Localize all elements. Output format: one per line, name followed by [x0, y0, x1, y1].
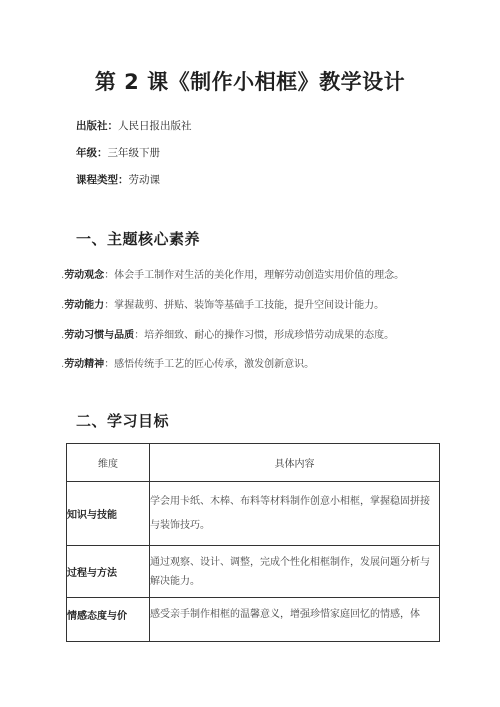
table-row	[67, 598, 440, 642]
bullet: .	[61, 300, 65, 311]
bullet: .	[61, 270, 65, 281]
literacy-text: ：掌握裁剪、拼贴、装饰等基础手工技能，提升空间设计能力。	[104, 300, 385, 311]
literacy-text: ：感悟传统手工艺的匠心传承，激发创新意识。	[104, 359, 315, 370]
meta-grade-value: 三年级下册	[107, 147, 160, 159]
table-cell-dimension: 过程与方法	[67, 546, 150, 598]
table-cell-content: 学会用卡纸、木棒、布料等材料制作创意小相框，掌握稳固拼接与装饰技巧。	[150, 482, 440, 546]
table-cell-dimension: 知识与技能	[67, 482, 150, 546]
meta-course-type-value: 劳动课	[128, 174, 160, 186]
section-heading-objectives: 二、学习目标	[76, 412, 170, 430]
meta-grade-label: 年级：	[76, 147, 108, 159]
table-header-dimension: 维度	[67, 444, 150, 482]
table-header-row	[67, 444, 440, 482]
literacy-key: 劳动能力	[64, 300, 105, 311]
literacy-item	[61, 326, 394, 341]
objectives-table	[66, 443, 440, 642]
meta-publisher	[76, 118, 192, 133]
table-row	[67, 482, 440, 546]
literacy-text: ：培养细致、耐心的操作习惯，形成珍惜劳动成果的态度。	[134, 330, 395, 341]
bullet: .	[61, 330, 65, 341]
literacy-key: 劳动观念	[64, 270, 105, 281]
meta-publisher-value: 人民日报出版社	[118, 120, 192, 132]
document-title: 第 2 课《制作小相框》教学设计	[94, 70, 406, 94]
table-cell-content: 感受亲手制作相框的温馨意义，增强珍惜家庭回忆的情感，体	[150, 598, 440, 642]
literacy-item	[61, 296, 384, 311]
literacy-item	[61, 355, 314, 370]
table-cell-dimension: 情感态度与价	[67, 598, 150, 642]
section-heading-literacy: 一、主题核心素养	[76, 230, 201, 248]
bullet: .	[61, 359, 65, 370]
meta-publisher-label: 出版社：	[76, 120, 118, 132]
meta-course-type-label: 课程类型：	[76, 174, 129, 186]
literacy-item	[61, 266, 404, 281]
literacy-key: 劳动习惯与品质	[64, 330, 135, 341]
meta-grade	[76, 145, 160, 160]
literacy-text: ：体会手工制作对生活的美化作用，理解劳动创造实用价值的理念。	[104, 270, 405, 281]
literacy-key: 劳动精神	[64, 359, 105, 370]
table-cell-content: 通过观察、设计、调整，完成个性化相框制作，发展问题分析与解决能力。	[150, 546, 440, 598]
table-row	[67, 546, 440, 598]
table-header-content: 具体内容	[150, 444, 440, 482]
meta-course-type	[76, 172, 160, 187]
